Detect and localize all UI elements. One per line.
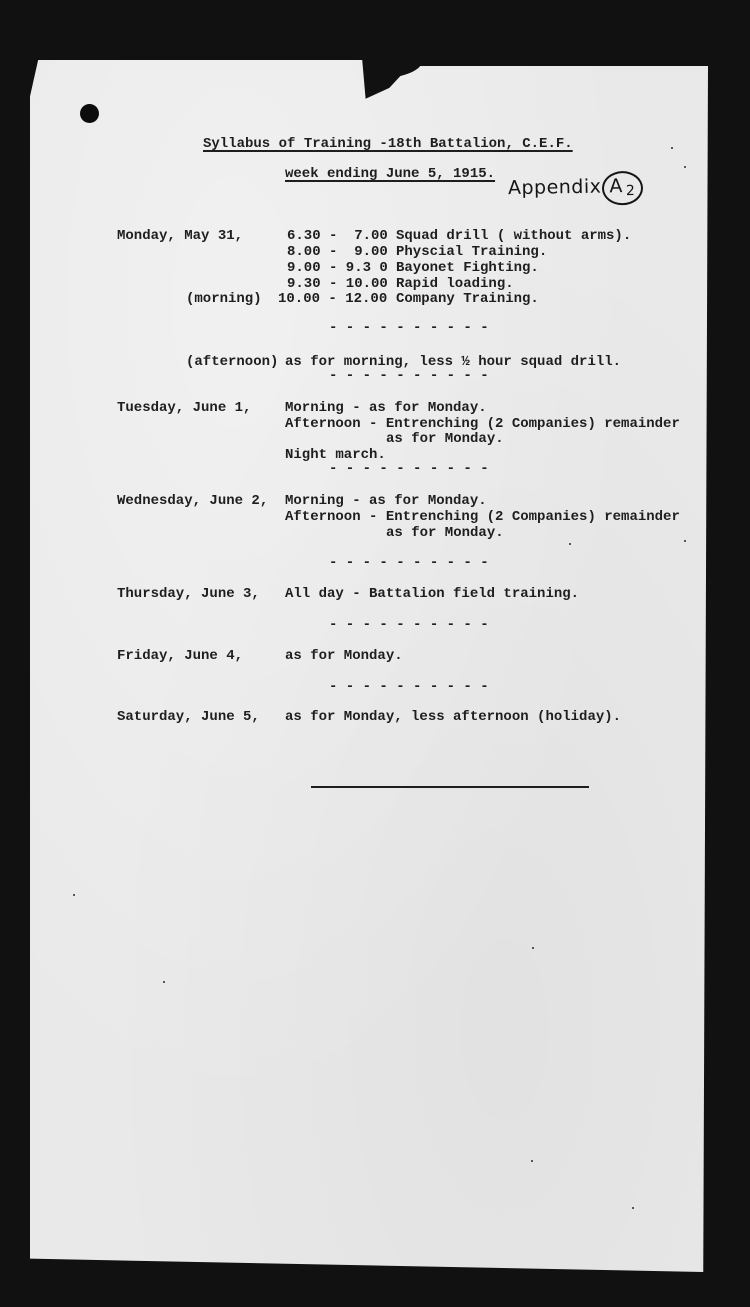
separator: - - - - - - - - - - (329, 617, 489, 633)
separator: - - - - - - - - - - (329, 368, 489, 384)
wednesday-line: as for Monday. (386, 525, 504, 541)
paper-speck (532, 947, 534, 949)
wednesday-line: Morning - as for Monday. (285, 493, 487, 509)
monday-afternoon-label: (afternoon) (186, 354, 279, 370)
monday-entry-activity: Squad drill ( without arms). (396, 228, 632, 244)
document-subtitle: week ending June 5, 1915. (285, 166, 496, 182)
monday-entry-activity: Company Training. (396, 291, 539, 307)
monday-entry-time: 6.30 - 7.00 (287, 228, 388, 244)
paper-speck (684, 540, 686, 542)
appendix-number: 2 (625, 182, 636, 200)
separator: - - - - - - - - - - (329, 461, 489, 477)
wednesday-day-label: Wednesday, June 2, (117, 493, 269, 509)
monday-entry-time: 8.00 - 9.00 (287, 244, 388, 260)
document-title: Syllabus of Training -18th Battalion, C.E.F. (203, 136, 573, 152)
wednesday-line: Afternoon - Entrenching (2 Companies) remainder (285, 509, 680, 525)
monday-entry-time: 9.00 - 9.3 0 (287, 260, 388, 276)
monday-afternoon-text: as for morning, less ½ hour squad drill. (285, 354, 622, 370)
appendix-annotation (508, 171, 644, 207)
punch-hole (80, 104, 99, 123)
friday-day-label: Friday, June 4, (117, 648, 244, 664)
paper-speck (73, 894, 75, 896)
paper-speck (632, 1207, 634, 1209)
monday-day-label: Monday, May 31, (117, 228, 244, 244)
saturday-day-label: Saturday, June 5, (117, 709, 260, 725)
tuesday-line: Morning - as for Monday. (285, 400, 487, 416)
paper-speck (684, 166, 686, 168)
separator: - - - - - - - - - - (329, 679, 489, 695)
paper-speck (531, 1160, 533, 1162)
tuesday-line: Afternoon - Entrenching (2 Companies) remainder (285, 416, 680, 432)
friday-line: as for Monday. (285, 648, 403, 664)
tuesday-line: Night march. (285, 447, 386, 463)
monday-morning-label: (morning) (186, 291, 262, 307)
monday-entry-activity: Physcial Training. (396, 244, 548, 260)
monday-entry-time: 9.30 - 10.00 (287, 276, 388, 292)
monday-entry-time: 10.00 - 12.00 (278, 291, 388, 307)
saturday-line: as for Monday, less afternoon (holiday). (285, 709, 622, 725)
separator: - - - - - - - - - - (329, 555, 489, 571)
monday-entry-activity: Bayonet Fighting. (396, 260, 539, 276)
paper-speck (671, 147, 673, 149)
closing-rule (311, 786, 589, 788)
thursday-day-label: Thursday, June 3, (117, 586, 260, 602)
tuesday-line: as for Monday. (386, 431, 504, 447)
appendix-label: Appendix (507, 175, 602, 200)
tuesday-day-label: Tuesday, June 1, (117, 400, 252, 416)
appendix-circled-mark (602, 171, 644, 206)
appendix-letter: A (609, 175, 624, 198)
paper-speck (569, 543, 571, 545)
thursday-line: All day - Battalion field training. (285, 586, 580, 602)
paper-speck (163, 981, 165, 983)
monday-entry-activity: Rapid loading. (396, 276, 514, 292)
separator: - - - - - - - - - - (329, 320, 489, 336)
